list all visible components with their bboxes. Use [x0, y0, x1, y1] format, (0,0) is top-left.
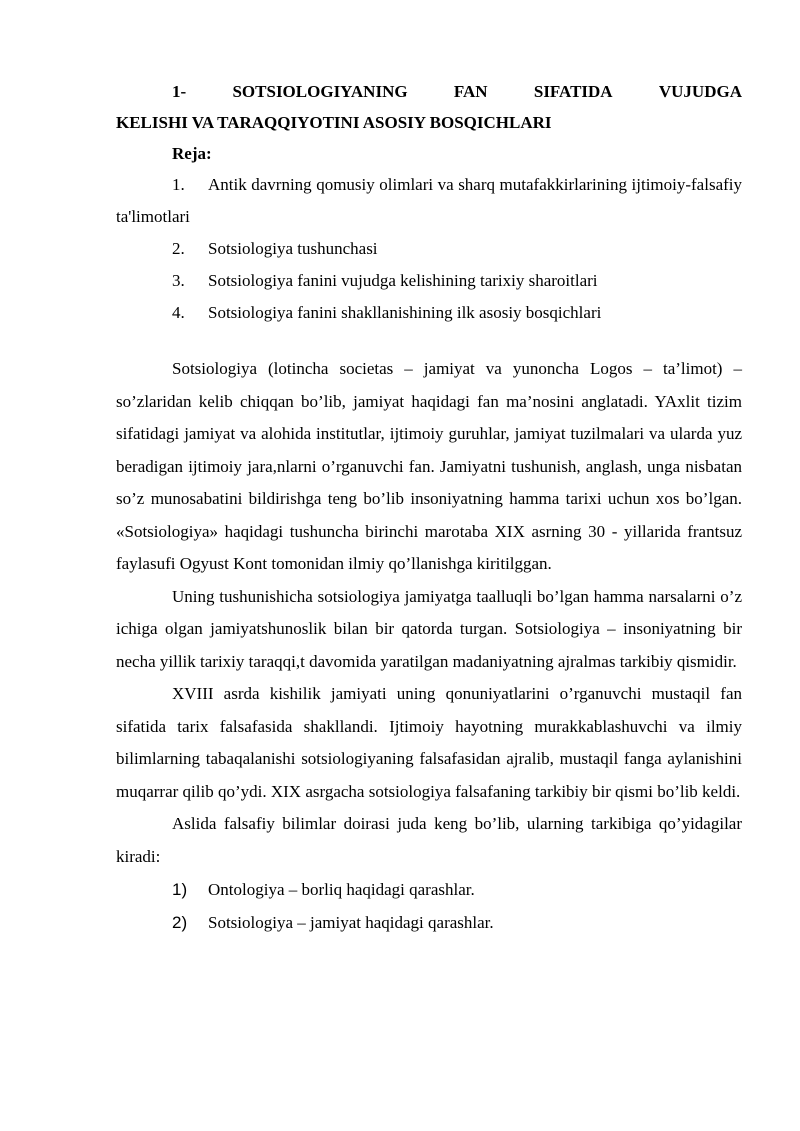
- plan-heading: Reja:: [172, 144, 212, 163]
- title-word: FAN: [453, 82, 488, 101]
- title-line-2: KELISHI VA TARAQQIYOTINI ASOSIY BOSQICHLARI: [116, 113, 552, 132]
- plan-item-text: Sotsiologiya fanini vujudga kelishining tarixiy sharoitlari: [208, 271, 598, 290]
- plan-list: [116, 169, 742, 329]
- plan-item: [116, 297, 742, 329]
- body-paragraph: Uning tushunishicha sotsiologiya jamiyatga taalluqli bo’lgan hamma narsalarni o’z ichiga olgan jamiyatshunoslik bilan bir qatorda turgan. Sotsiologiya – insoniyatning bir necha yillik tarixiy taraqqi,t davomida yaratilgan madaniyatning ajralmas tarkibiy qismidir.: [116, 586, 742, 671]
- plan-item-number: 2.: [172, 239, 185, 258]
- list-item-text: Ontologiya – borliq haqidagi qarashlar.: [208, 880, 475, 899]
- list-item-text: Sotsiologiya – jamiyat haqidagi qarashlar.: [208, 913, 494, 932]
- plan-item-number: 4.: [172, 303, 185, 322]
- title-line-1: [116, 76, 742, 107]
- spacer: [116, 329, 742, 353]
- title-word: SOTSIOLOGIYANING: [232, 82, 408, 101]
- plan-item-text: Antik davrning qomusiy olimlari va sharq mutafakkirlarining ijtimoiy-falsafiy ta'limotlari: [116, 175, 742, 226]
- document-title: [116, 76, 742, 138]
- body-paragraph: XVIII asrda kishilik jamiyati uning qonuniyatlarini o’rganuvchi mustaqil fan sifatida tarix falsafasida shakllandi. Ijtimoiy hayotning murakkablashuvchi va ilmiy bilimlarning tabaqalanishi sotsiologiyaning falsafasidan ajralib, mustaqil fanga aylanishini muqarrar qilib qo’ydi. XIX asrgacha sotsiologiya falsafaning tarkibiy bir qismi bo’lib keldi.: [116, 684, 742, 801]
- body-paragraph: Aslida falsafiy bilimlar doirasi juda keng bo’lib, ularning tarkibiga qo’yidagilar kiradi:: [116, 814, 742, 866]
- list-item: [116, 906, 742, 939]
- body-paragraph: Sotsiologiya (lotincha societas – jamiyat va yunoncha Logos – ta’limot) – so’zlaridan kelib chiqqan bo’lib, jamiyat haqidagi fan ma’nosini anglatadi. YAxlit tizim sifatidagi jamiyat va alohida institutlar, ijtimoiy guruhlar, jamiyat tuzilmalari va ularda yuz beradigan ijtimoiy jara,nlarni o’rganuvchi fan. Jamiyatni tushunish, anglash, unga nisbatan so’z munosabatini bildirishga teng bo’lib insoniyatning hamma tarixi uchun xos bo’lgan. «Sotsiologiya» haqidagi tushuncha birinchi marotaba XIX asrning 30 - yillarida frantsuz faylasufi Ogyust Kont tomonidan ilmiy qo’llanishga kiritilggan.: [116, 359, 742, 573]
- document-page: [116, 76, 742, 939]
- numbered-list: [116, 873, 742, 939]
- title-word: SIFATIDA: [533, 82, 613, 101]
- title-number: 1-: [172, 82, 187, 101]
- plan-item: [116, 233, 742, 265]
- plan-item-number: 1.: [172, 175, 185, 194]
- list-item: [116, 873, 742, 906]
- list-item-number: 2): [172, 913, 188, 932]
- plan-item-text: Sotsiologiya tushunchasi: [208, 239, 378, 258]
- plan-item: [116, 265, 742, 297]
- plan-item-number: 3.: [172, 271, 185, 290]
- plan-item-text: Sotsiologiya fanini shakllanishining ilk asosiy bosqichlari: [208, 303, 602, 322]
- list-item-number: 1): [172, 880, 188, 899]
- title-word: VUJUDGA: [658, 82, 742, 101]
- plan-item: [116, 169, 742, 233]
